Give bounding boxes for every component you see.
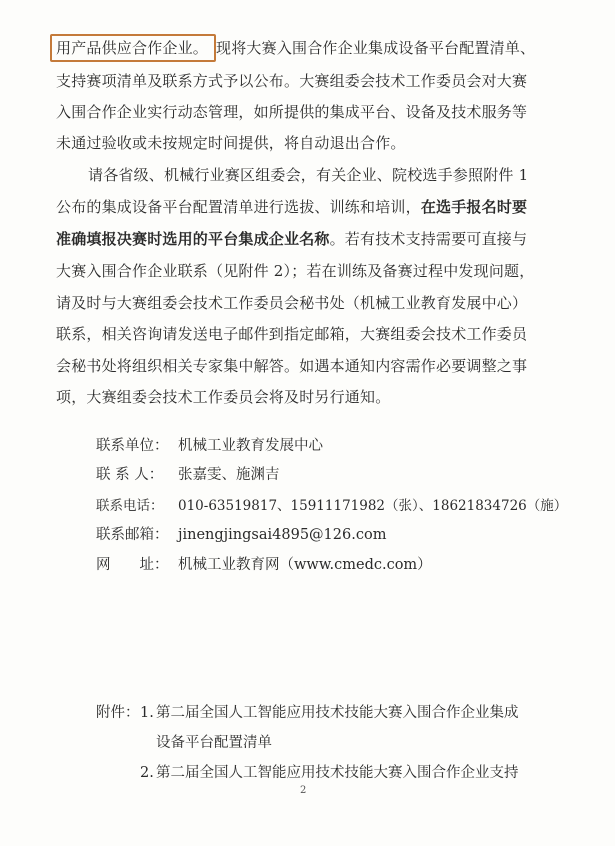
contact-email [96, 525, 386, 545]
para1-line4: 未通过验收或未按规定时间提供，将自动退出合作。 [56, 134, 406, 152]
contact-phone-value: 010-63519817、15911171982（张）、18621834726（施） [178, 498, 568, 514]
attachment-2-line1: 第二届全国人工智能应用技术技能大赛入围合作企业支持 [156, 765, 519, 781]
attachment-2-num: 2. [140, 765, 154, 781]
para2-line3-normal: 。若有技术支持需要可直接与 [329, 230, 528, 248]
contact-phone [96, 496, 567, 516]
attachment-1-line1: 第二届全国人工智能应用技术技能大赛入围合作企业集成 [156, 705, 519, 721]
contact-web [96, 555, 432, 575]
para2-line8: 项，大赛组委会技术工作委员会将及时另行通知。 [56, 388, 391, 406]
attachment-1-line2: 设备平台配置清单 [156, 735, 272, 751]
contact-phone-label: 联系电话： [96, 498, 164, 514]
contact-unit [96, 436, 323, 456]
attachments-label: 附件： [96, 705, 140, 721]
para2-line2-normal: 公布的集成设备平台配置清单进行选拔、训练和培训， [56, 198, 421, 216]
para2-line5: 请及时与大赛组委会技术工作委员会秘书处（机械工业教育发展中心） [56, 294, 528, 312]
para2-line6: 联系，相关咨询请发送电子邮件到指定邮箱，大赛组委会技术工作委员 [56, 325, 528, 343]
contact-person-value: 张嘉雯、施渊吉 [178, 467, 280, 483]
contact-web-value: 机械工业教育网（www.cmedc.com） [178, 557, 432, 573]
para2-line2 [56, 197, 566, 217]
para1-line1-rest: 现将大赛入围合作企业集成设备平台配置清单、 [216, 39, 536, 57]
para1-line1 [56, 38, 566, 58]
contact-person [96, 465, 280, 485]
para1-line2: 支持赛项清单及联系方式予以公布。大赛组委会技术工作委员会对大赛 [56, 72, 528, 90]
contact-email-label: 联系邮箱： [96, 527, 169, 543]
attachment-1-num: 1. [140, 705, 154, 721]
contact-web-label: 网 址： [96, 557, 169, 573]
para2-line4: 大赛入围合作企业联系（见附件 2）；若在训练及备赛过程中发现问题， [56, 262, 535, 280]
contact-unit-label: 联系单位： [96, 438, 169, 454]
contact-person-label: 联 系 人： [96, 467, 164, 483]
highlight-box: 用产品供应合作企业。 [50, 34, 216, 62]
contact-email-value: jinengjingsai4895@126.com [178, 527, 387, 543]
para2-line2-bold: 在选手报名时要 [420, 198, 528, 216]
para2-line3-bold: 准确填报决赛时选用的平台集成企业名称 [56, 230, 330, 248]
para1-line3: 入围合作企业实行动态管理，如所提供的集成平台、设备及技术服务等 [56, 103, 528, 121]
page-number: 2 [300, 785, 307, 796]
para2-line1: 请各省级、机械行业赛区组委会，有关企业、院校选手参照附件 1 [88, 166, 529, 184]
para2-line7: 会秘书处将组织相关专家集中解答。如遇本通知内容需作必要调整之事 [56, 357, 528, 375]
contact-unit-value: 机械工业教育发展中心 [178, 438, 323, 454]
para2-line3 [56, 229, 566, 249]
